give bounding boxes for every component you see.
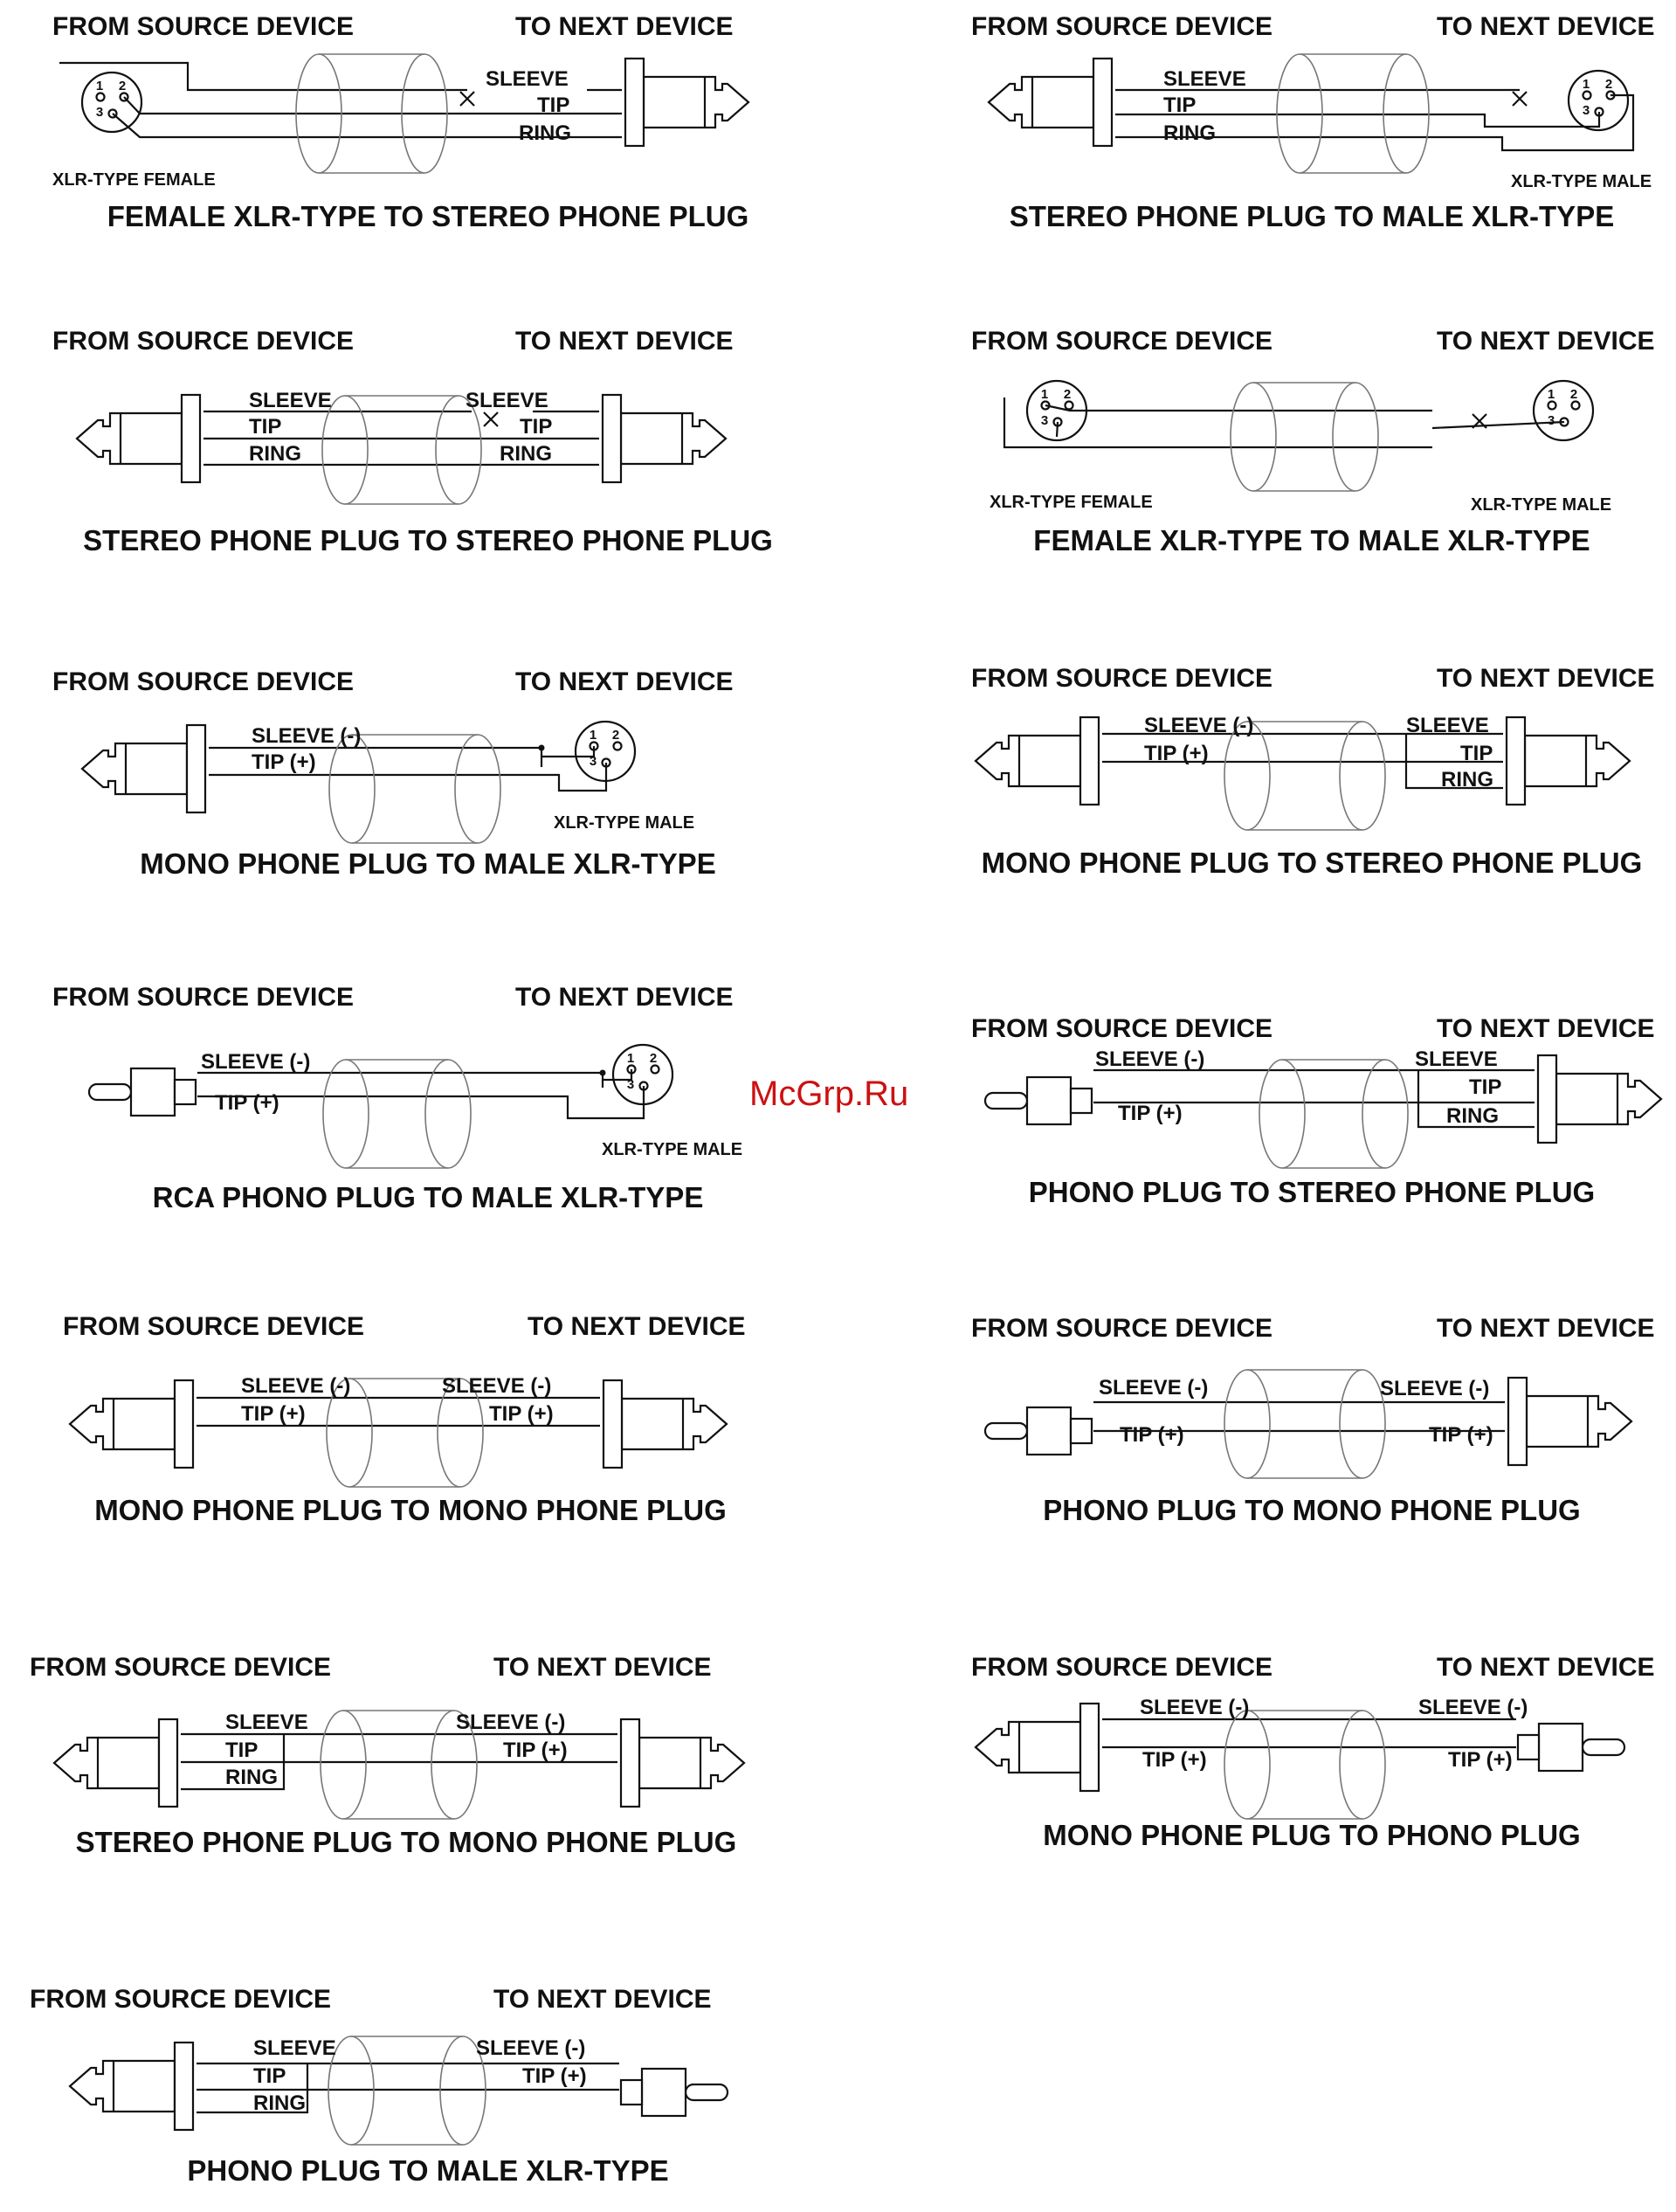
phone-plug (70, 2043, 193, 2130)
plug-collar (1080, 717, 1099, 805)
from-source-label: FROM SOURCE DEVICE (971, 1014, 1273, 1043)
rca-plug (89, 1068, 196, 1116)
wire-label: RING (519, 121, 571, 145)
rca-plug (1518, 1724, 1624, 1771)
wire-label: TIP (1460, 742, 1493, 765)
wire-label: RING (249, 442, 301, 466)
to-next-device-label: TO NEXT DEVICE (1437, 664, 1655, 693)
wire-label: SLEEVE (249, 389, 332, 412)
xlr-pin-number: 2 (1604, 77, 1613, 92)
plug-tip (77, 413, 182, 464)
from-source-label: FROM SOURCE DEVICE (52, 983, 355, 1012)
wire-label: SLEEVE (1415, 1047, 1498, 1071)
phone-plug (603, 395, 726, 482)
wire-label: RING (1441, 768, 1493, 791)
wire-label: TIP (+) (1429, 1423, 1493, 1447)
to-next-device-label: TO NEXT DEVICE (528, 1312, 746, 1341)
phone-plug (1507, 717, 1630, 805)
wire-label: SLEEVE (-) (1095, 1047, 1205, 1071)
wire-label: TIP (+) (1448, 1748, 1513, 1772)
wire-label: RING (225, 1766, 278, 1789)
diagram-title: STEREO PHONE PLUG TO MONO PHONE PLUG (75, 1826, 737, 1858)
rca-pin (686, 2084, 728, 2100)
plug-collar (1093, 59, 1112, 146)
cable-shield-ellipse (1340, 722, 1385, 830)
cable-shield-ellipse (425, 1060, 471, 1168)
phone-plug (976, 1704, 1099, 1791)
solder-joint (539, 745, 545, 751)
wire-label: SLEEVE (-) (476, 2036, 586, 2060)
cable-shield-ellipse (1333, 383, 1378, 491)
plug-tip (54, 1738, 159, 1788)
wire-label: TIP (520, 415, 553, 439)
wire (1057, 422, 1058, 437)
shielded-cable (329, 735, 500, 843)
diagram-title: FEMALE XLR-TYPE TO MALE XLR-TYPE (1033, 524, 1590, 556)
wire-label: SLEEVE (-) (1099, 1376, 1209, 1400)
rca-plug (621, 2069, 728, 2116)
shielded-cable (1259, 1060, 1408, 1168)
solder-joint (600, 1070, 606, 1076)
wire-label: SLEEVE (-) (201, 1050, 311, 1074)
cable-shield-ellipse (1231, 383, 1276, 491)
wire-label: RING (1163, 121, 1216, 145)
xlr-pin-number: 2 (1063, 387, 1072, 402)
xlr-pin (1583, 92, 1591, 100)
wire-label: SLEEVE (-) (1140, 1696, 1250, 1719)
to-next-device-label: TO NEXT DEVICE (515, 983, 734, 1012)
shielded-cable (323, 1060, 471, 1168)
rca-sleeve (1071, 1089, 1092, 1113)
to-next-device-label: TO NEXT DEVICE (493, 1985, 712, 2014)
phone-plug (625, 59, 748, 146)
connector-type-label: XLR-TYPE MALE (554, 813, 695, 833)
cable-shield-ellipse (1224, 1711, 1270, 1819)
xlr-pin (1572, 402, 1580, 410)
wire-label: SLEEVE (486, 67, 569, 91)
diagram-title: MONO PHONE PLUG TO MONO PHONE PLUG (94, 1494, 727, 1526)
xlr-pin (652, 1066, 659, 1074)
plug-tip (70, 2061, 175, 2112)
xlr-pin-number: 2 (1569, 387, 1578, 402)
phone-plug (603, 1380, 727, 1468)
wire-label: TIP (+) (1118, 1102, 1183, 1125)
to-next-device-label: TO NEXT DEVICE (1437, 327, 1655, 356)
diagram-stereo-phone-to-mono-phone (30, 1653, 744, 1858)
plug-tip (82, 743, 187, 794)
phone-plug (976, 717, 1099, 805)
wire-label: TIP (225, 1738, 259, 1762)
plug-tip (70, 1399, 175, 1449)
wire-label: TIP (+) (522, 2064, 587, 2088)
diagram-title: STEREO PHONE PLUG TO MALE XLR-TYPE (1009, 200, 1615, 232)
wire-label: TIP (537, 93, 570, 117)
plug-collar (1507, 717, 1525, 805)
plug-collar (182, 395, 200, 482)
diagram-stereo-phone-to-male-xlr (971, 12, 1655, 232)
cable-shield-ellipse (323, 1060, 369, 1168)
cable-shield-ellipse (1259, 1060, 1305, 1168)
xlr-pin-number: 2 (649, 1051, 658, 1066)
cable-shield-ellipse (329, 735, 375, 843)
phone-plug (54, 1719, 177, 1807)
to-next-device-label: TO NEXT DEVICE (1437, 12, 1655, 41)
wire-label: TIP (+) (215, 1091, 279, 1115)
from-source-label: FROM SOURCE DEVICE (52, 327, 355, 356)
to-next-device-label: TO NEXT DEVICE (1437, 1014, 1655, 1043)
xlr-pin-number: 3 (1582, 103, 1590, 118)
plug-tip (976, 736, 1080, 786)
from-source-label: FROM SOURCE DEVICE (971, 1314, 1273, 1343)
rca-body (1539, 1724, 1583, 1771)
rca-pin (985, 1093, 1027, 1109)
xlr-pin (97, 93, 105, 101)
xlr-pin-number: 1 (1040, 387, 1049, 402)
rca-body (1027, 1407, 1071, 1455)
diagram-title: RCA PHONO PLUG TO MALE XLR-TYPE (152, 1181, 704, 1213)
diagram-phono-to-stereo-phone (971, 1014, 1661, 1208)
cable-shield-ellipse (321, 1711, 366, 1819)
from-source-label: FROM SOURCE DEVICE (971, 12, 1273, 41)
diagram-title: MONO PHONE PLUG TO PHONO PLUG (1043, 1819, 1581, 1851)
to-next-device-label: TO NEXT DEVICE (493, 1653, 712, 1682)
plug-collar (1080, 1704, 1099, 1791)
rca-pin (1583, 1739, 1624, 1755)
diagram-stereo-phone-to-stereo-phone (52, 327, 773, 556)
plug-collar (621, 1719, 639, 1807)
rca-sleeve (1518, 1735, 1539, 1759)
plug-collar (187, 725, 205, 812)
wire-label: RING (253, 2091, 306, 2115)
diagram-title: MONO PHONE PLUG TO STEREO PHONE PLUG (981, 847, 1643, 879)
wire-label: SLEEVE (-) (252, 724, 362, 748)
plug-collar (625, 59, 644, 146)
xlr-pin-number: 3 (589, 754, 597, 769)
cable-shield-ellipse (455, 735, 500, 843)
plug-tip (1556, 1074, 1661, 1124)
wire-label: SLEEVE (1163, 67, 1246, 91)
from-source-label: FROM SOURCE DEVICE (971, 1653, 1273, 1682)
to-next-device-label: TO NEXT DEVICE (1437, 1314, 1655, 1343)
wire-label: SLEEVE (253, 2036, 336, 2060)
wire-label: SLEEVE (-) (1380, 1377, 1490, 1400)
cable-shield-ellipse (1340, 1711, 1385, 1819)
rca-body (1027, 1077, 1071, 1124)
phone-plug (621, 1719, 744, 1807)
rca-plug (985, 1077, 1092, 1124)
rca-plug (985, 1407, 1092, 1455)
wire-label: TIP (+) (489, 1402, 554, 1426)
diagram-mono-phone-to-mono-phone (63, 1312, 746, 1526)
diagram-title: STEREO PHONE PLUG TO STEREO PHONE PLUG (83, 524, 773, 556)
plug-tip (989, 77, 1093, 128)
plug-tip (644, 77, 748, 128)
cable-shield-ellipse (1340, 1370, 1385, 1478)
wire-label: TIP (249, 415, 282, 439)
diagram-female-xlr-to-stereo-phone (52, 12, 748, 232)
wire-label: RING (500, 442, 552, 466)
phone-plug (77, 395, 200, 482)
wire-label: SLEEVE (225, 1711, 308, 1734)
phone-plug (989, 59, 1112, 146)
xlr-pin-number: 1 (1547, 387, 1555, 402)
wire-label: RING (1446, 1104, 1499, 1128)
xlr-connector-icon (82, 73, 141, 132)
wire-label: TIP (+) (1120, 1423, 1184, 1447)
diagram-phono-to-mono-phone (971, 1314, 1655, 1526)
wire-label: SLEEVE (-) (241, 1374, 351, 1398)
wire-label: SLEEVE (-) (1144, 714, 1254, 737)
shielded-cable (1224, 1370, 1385, 1478)
wire-label: TIP (1469, 1075, 1502, 1099)
xlr-pin-number: 2 (118, 79, 127, 93)
rca-body (131, 1068, 175, 1116)
plug-collar (1508, 1378, 1527, 1465)
phone-plug (82, 725, 205, 812)
xlr-pin (1548, 402, 1556, 410)
xlr-pin-number: 1 (626, 1051, 635, 1066)
xlr-pin-number: 3 (1040, 413, 1049, 428)
diagram-mono-phone-to-male-xlr (52, 667, 734, 880)
wire-label: TIP (1163, 93, 1197, 117)
rca-pin (89, 1084, 131, 1100)
connector-type-label: XLR-TYPE MALE (1471, 495, 1612, 515)
plug-tip (1525, 736, 1630, 786)
from-source-label: FROM SOURCE DEVICE (971, 664, 1273, 693)
plug-tip (622, 1399, 727, 1449)
xlr-pin-number: 3 (95, 105, 104, 120)
cable-shield-ellipse (1362, 1060, 1408, 1168)
wire-label: TIP (+) (1142, 1748, 1207, 1772)
from-source-label: FROM SOURCE DEVICE (971, 327, 1273, 356)
to-next-device-label: TO NEXT DEVICE (515, 667, 734, 696)
to-next-device-label: TO NEXT DEVICE (515, 12, 734, 41)
wire-label: TIP (+) (252, 750, 316, 774)
from-source-label: FROM SOURCE DEVICE (63, 1312, 365, 1341)
diagram-title: PHONO PLUG TO STEREO PHONE PLUG (1028, 1176, 1596, 1208)
diagram-phono-plug-to-male-xlr (30, 1985, 728, 2187)
wire-label: TIP (253, 2064, 286, 2088)
xlr-pin-number: 3 (1547, 413, 1555, 428)
wire-label: SLEEVE (1406, 714, 1489, 737)
xlr-pin-number: 1 (95, 79, 104, 93)
diagram-mono-phone-to-phono (971, 1653, 1655, 1851)
diagram-title: MONO PHONE PLUG TO MALE XLR-TYPE (140, 847, 716, 880)
watermark: McGrp.Ru (749, 1075, 909, 1113)
plug-collar (175, 2043, 193, 2130)
plug-collar (1538, 1055, 1556, 1143)
connector-type-label: XLR-TYPE MALE (1511, 172, 1652, 191)
plug-collar (603, 395, 621, 482)
diagram-mono-phone-to-stereo-phone (971, 664, 1655, 879)
shielded-cable (1224, 722, 1385, 830)
rca-pin (985, 1423, 1027, 1439)
wire (197, 1073, 603, 1088)
wire-label: SLEEVE (-) (456, 1711, 566, 1734)
cable-shield-ellipse (1224, 722, 1270, 830)
shielded-cable (1231, 383, 1378, 491)
shielded-cable (1224, 1711, 1385, 1819)
plug-tip (976, 1722, 1080, 1773)
wire-label: SLEEVE (466, 389, 548, 412)
rca-body (642, 2069, 686, 2116)
rca-sleeve (1071, 1419, 1092, 1443)
shielded-cable (321, 1711, 477, 1819)
plug-collar (159, 1719, 177, 1807)
xlr-shell (82, 73, 141, 132)
phone-plug (1538, 1055, 1661, 1143)
xlr-pin-number: 3 (626, 1077, 635, 1092)
wire-label: TIP (+) (1144, 742, 1209, 765)
diagram-title: PHONO PLUG TO MALE XLR-TYPE (187, 2154, 669, 2187)
wire-label: SLEEVE (-) (442, 1374, 552, 1398)
from-source-label: FROM SOURCE DEVICE (52, 12, 355, 41)
connector-type-label: XLR-TYPE MALE (602, 1140, 743, 1159)
diagram-title: FEMALE XLR-TYPE TO STEREO PHONE PLUG (107, 200, 749, 232)
connector-type-label: XLR-TYPE FEMALE (990, 493, 1153, 512)
wire-label: TIP (+) (241, 1402, 306, 1426)
xlr-pin-number: 1 (589, 728, 597, 743)
xlr-pin (1066, 402, 1073, 410)
phone-plug (70, 1380, 193, 1468)
plug-tip (639, 1738, 744, 1788)
rca-sleeve (621, 2080, 642, 2105)
xlr-pin (614, 743, 622, 750)
plug-tip (621, 413, 726, 464)
diagram-rca-to-male-xlr (52, 983, 742, 1213)
from-source-label: FROM SOURCE DEVICE (30, 1653, 332, 1682)
plug-tip (1527, 1396, 1631, 1447)
connector-type-label: XLR-TYPE FEMALE (52, 170, 216, 190)
xlr-pin-number: 1 (1582, 77, 1590, 92)
from-source-label: FROM SOURCE DEVICE (52, 667, 355, 696)
wire-label: TIP (+) (503, 1738, 568, 1762)
diagram-female-xlr-to-male-xlr (971, 327, 1655, 556)
to-next-device-label: TO NEXT DEVICE (515, 327, 734, 356)
phone-plug (1508, 1378, 1631, 1465)
to-next-device-label: TO NEXT DEVICE (1437, 1653, 1655, 1682)
xlr-shell (1534, 381, 1593, 440)
cable-shield-ellipse (1224, 1370, 1270, 1478)
diagram-title: PHONO PLUG TO MONO PHONE PLUG (1043, 1494, 1581, 1526)
plug-collar (603, 1380, 622, 1468)
xlr-connector-icon (1534, 381, 1593, 440)
plug-collar (175, 1380, 193, 1468)
from-source-label: FROM SOURCE DEVICE (30, 1985, 332, 2014)
wire-label: SLEEVE (-) (1418, 1696, 1528, 1719)
rca-sleeve (175, 1080, 196, 1104)
xlr-pin-number: 2 (611, 728, 620, 743)
